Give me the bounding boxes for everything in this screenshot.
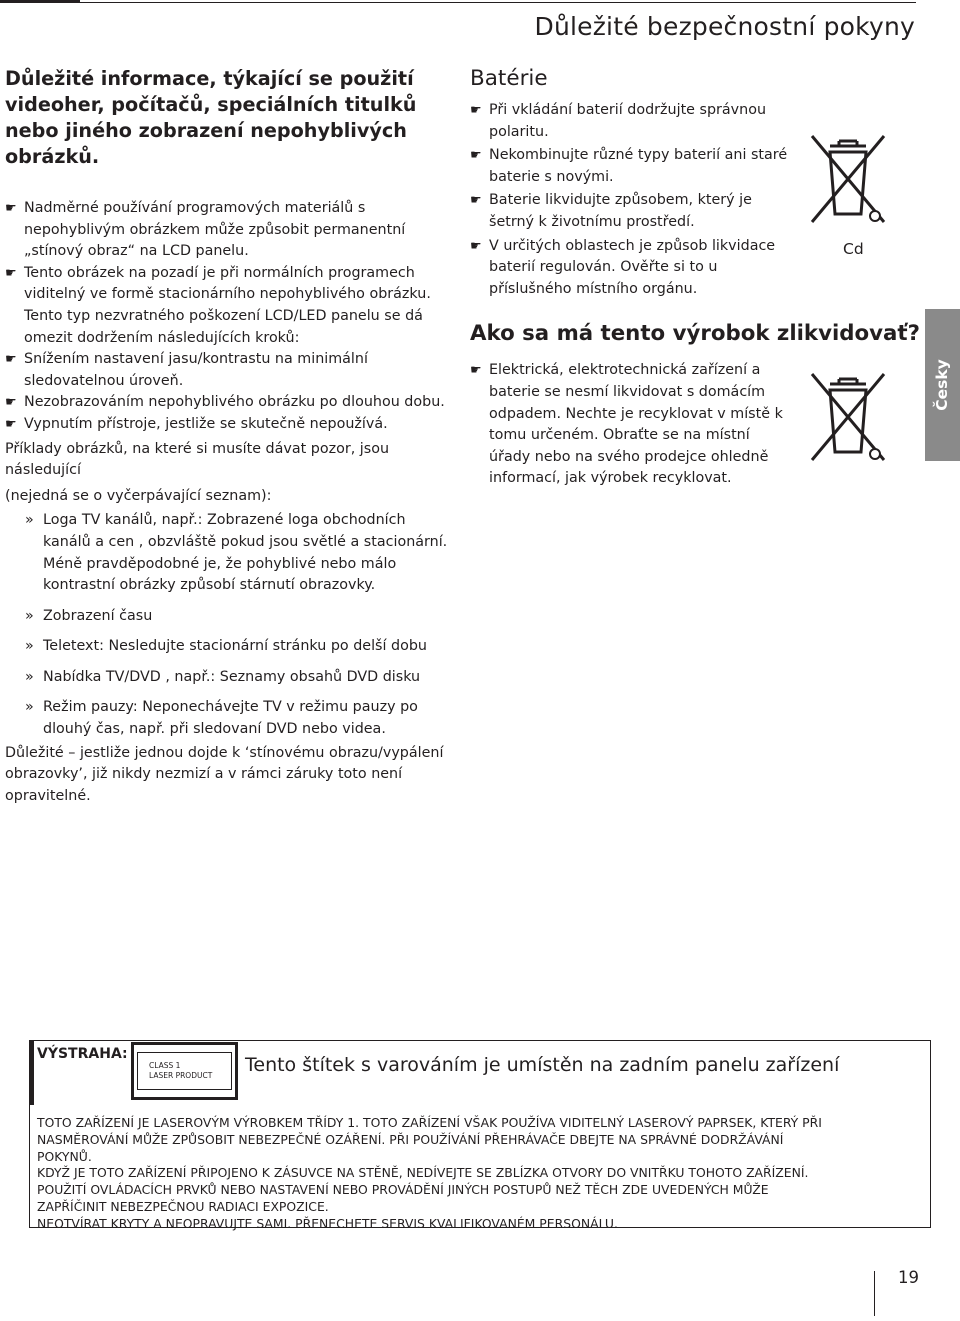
bullet-item [5, 198, 453, 263]
bullet-item [5, 392, 453, 414]
double-chevron-icon: » [25, 607, 34, 624]
bullet-item [5, 349, 453, 392]
pointing-hand-icon: ☛ [5, 416, 17, 432]
left-heading: Důležité informace, týkající se použití videoher, počítačů, speciálních titulků nebo jiného zobrazení nepohyblivých obrázků. [5, 67, 417, 168]
list-item [5, 606, 453, 628]
laser-label-line: LASER PRODUCT [149, 1071, 213, 1080]
warning-line: NASMĚROVÁNÍ MŮŽE ZPŮSOBIT NEBEZPEČNÉ OZÁŘENÍ. PŘI POUŽÍVÁNÍ PŘEHRÁVAČE DBEJTE NA SPRÁVNÉ DODRŽÁVÁNÍ POKYNŮ. [37, 1131, 784, 1164]
double-chevron-icon: » [25, 638, 34, 655]
warning-box-bar [29, 1040, 34, 1105]
crossed-bin-icon [808, 132, 888, 232]
list-item [5, 510, 453, 596]
warning-line: ZAPŘÍČINIT NEBEZPEČNOU RADIACI EXPOZICE. [37, 1198, 329, 1214]
example-text: Loga TV kanálů, např.: Zobrazené loga obchodních kanálů a cen , obzvláště pokud jsou světlé a stacionární. Méně pravděpodobné je, že pohyblivé nebo málo kontrastní obrázky způsobí stárnutí obrazovky. [43, 512, 448, 594]
bullet-text: Nadměrné používání programových materiálů s nepohyblivým obrázkem může způsobit permanentní „stínový obraz“ na LCD panelu. [24, 200, 406, 260]
pointing-hand-icon: ☛ [5, 201, 17, 216]
disposal-item [470, 360, 790, 490]
pointing-hand-icon: ☛ [470, 238, 482, 254]
pointing-hand-icon: ☛ [470, 193, 482, 209]
batteries-heading: Batérie [470, 66, 548, 91]
battery-item [470, 236, 800, 301]
pointing-hand-icon: ☛ [5, 395, 17, 411]
double-chevron-icon: » [25, 512, 34, 529]
pointing-hand-icon: ☛ [470, 148, 482, 164]
list-item [5, 697, 453, 740]
bullet-item [5, 263, 453, 349]
battery-item [470, 145, 800, 188]
list-item [5, 667, 453, 689]
bullet-item [5, 414, 453, 436]
double-chevron-icon: » [25, 668, 34, 685]
example-text: Teletext: Nesledujte stacionární stránku po delší dobu [43, 638, 427, 655]
battery-text: V určitých oblastech je způsob likvidace baterií regulován. Ověřte si to u příslušného místního orgánu. [489, 237, 776, 297]
battery-item [470, 100, 800, 143]
disposal-text: Elektrická, elektrotechnická zařízení a baterie se nesmí likvidovat s domácím odpadem. Nechte je recyklovat v místě k tomu určeném. Obraťte se na místní úřady nebo na svého prodejce ohledně informací, jak výrobek recyklovat. [489, 362, 783, 487]
language-tab [925, 309, 960, 461]
battery-text: Nekombinujte různé typy baterií ani staré baterie s novými. [489, 147, 788, 185]
examples-note: (nejedná se o vyčerpávající seznam): [5, 487, 272, 504]
example-text: Zobrazení času [43, 607, 153, 624]
double-chevron-icon: » [25, 699, 34, 716]
page-number: 19 [898, 1268, 919, 1287]
crossed-bin-icon [808, 370, 888, 470]
battery-item [470, 190, 800, 233]
laser-label-line: CLASS 1 [149, 1061, 181, 1070]
example-text: Nabídka TV/DVD , např.: Seznamy obsahů DVD disku [43, 668, 421, 685]
pointing-hand-icon: ☛ [5, 265, 17, 281]
laser-label [137, 1052, 232, 1090]
language-tab-label: Česky [933, 359, 951, 411]
left-column [5, 66, 453, 807]
list-item [5, 636, 453, 658]
examples-list [5, 510, 453, 740]
warning-line: KDYŽ JE TOTO ZAŘÍZENÍ PŘIPOJENO K ZÁSUVCE NA STĚNĚ, NEDÍVEJTE SE ZBLÍZKA OTVORY DO VNITŘKU TOHOTO ZAŘÍZENÍ. [37, 1165, 809, 1181]
page-title: Důležité bezpečnostní pokyny [534, 12, 915, 41]
example-text: Režim pauzy: Neponechávejte TV v režimu pauzy po dlouhý čas, např. při sledovaní DVD nebo videa. [43, 699, 418, 738]
bullet-text: Snížením nastavení jasu/kontrastu na minimální sledovatelnou úroveň. [24, 351, 368, 389]
warning-line: TOTO ZAŘÍZENÍ JE LASEROVÝM VÝROBKEM TŘÍDY 1. TOTO ZAŘÍZENÍ VŠAK POUŽÍVA VIDITELNÝ LASEROVÝ PAPRSEK, KTERÝ PŘI [37, 1115, 822, 1130]
warning-title: VÝSTRAHA: [37, 1046, 128, 1062]
pointing-hand-icon: ☛ [470, 363, 482, 379]
battery-text: Při vkládání baterií dodržujte správnou polaritu. [489, 102, 767, 140]
warning-line: NEOTVÍRAT KRYTY A NEOPRAVUJTE SAMI. PŘENECHETE SERVIS KVALIFIKOVANÉM PERSONÁLU. [37, 1215, 618, 1231]
top-rule [0, 2, 916, 3]
footer-rule [874, 1271, 875, 1316]
laser-caption: Tento štítek s varováním je umístěn na zadním panelu zařízení [245, 1054, 840, 1076]
bullet-text: Tento obrázek na pozadí je při normálních programech viditelný ve formě stacionárního nepohyblivého obrázku. Tento typ nezvratného poškození LCD/LED panelu se dá omezit dodržením následujících kroků: [24, 264, 431, 346]
battery-text: Baterie likvidujte způsobem, který je šetrný k životnímu prostředí. [489, 192, 752, 230]
examples-intro: Příklady obrázků, na které si musíte dávat pozor, jsou následující [5, 440, 390, 479]
warning-text [37, 1115, 837, 1233]
top-rule-mark [0, 0, 80, 2]
pointing-hand-icon: ☛ [5, 352, 17, 368]
bullet-text: Vypnutím přístroje, jestliže se skutečně nepoužívá. [24, 415, 388, 432]
warning-line: POUŽITÍ OVLÁDACÍCH PRVKŮ NEBO NASTAVENÍ NEBO PROVÁDĚNÍ JINÝCH POSTUPŮ NEŽ TĚCH ZDE UVEDENÝCH MŮŽE [37, 1182, 769, 1198]
cd-label: Cd [843, 240, 864, 258]
bullet-text: Nezobrazováním nepohyblivého obrázku po dlouhou dobu. [24, 394, 445, 411]
pointing-hand-icon: ☛ [470, 103, 482, 118]
disposal-heading: Ako sa má tento výrobok zlikvidovať? [470, 321, 920, 347]
final-note: Důležité – jestliže jednou dojde k ‘stínovému obrazu/vypálení obrazovky’, již nikdy nezmizí a v rámci záruky toto není opravitelné. [5, 744, 444, 804]
